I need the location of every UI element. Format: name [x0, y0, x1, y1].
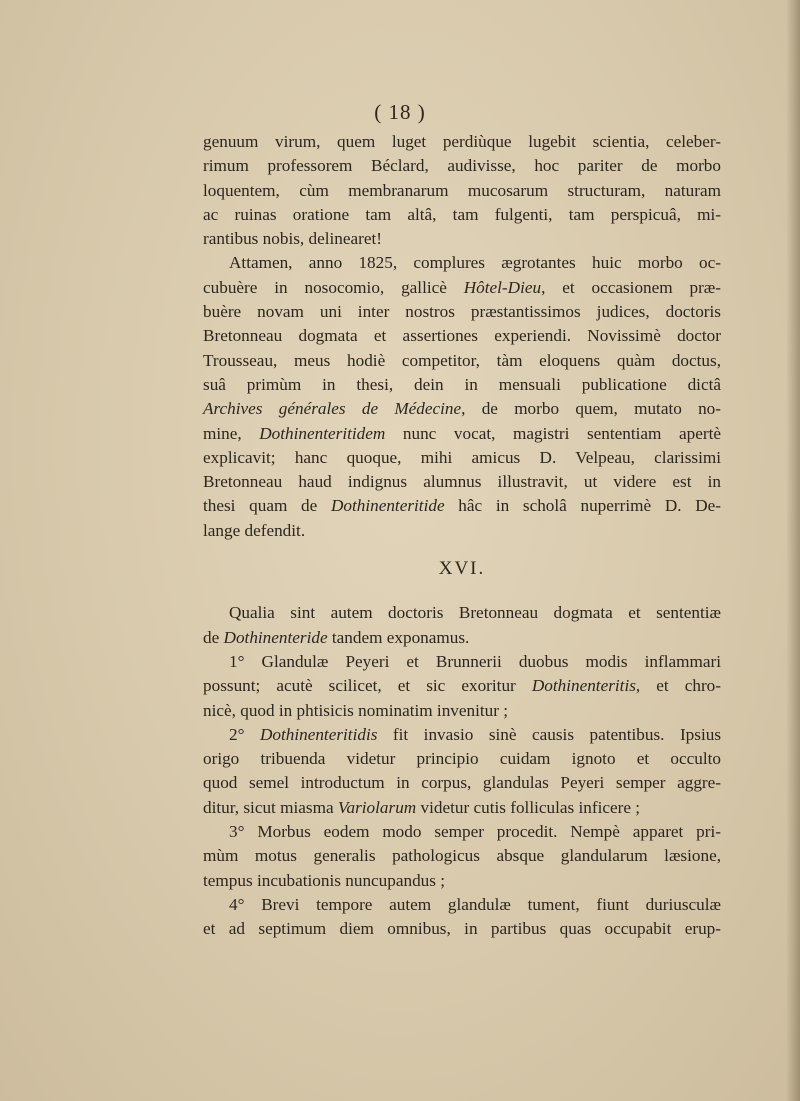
text-line — [203, 422, 721, 446]
list-item-2 — [203, 723, 721, 747]
text-line — [203, 494, 721, 518]
paragraph-beclard — [203, 130, 721, 251]
text-line: buère novam uni inter nostros præstantissimos judices, doctoris — [203, 302, 721, 322]
list-item-3 — [203, 820, 721, 844]
italic-term: Dothinenteritide — [330, 496, 445, 516]
text-line — [203, 674, 721, 698]
text-line: 4° Brevi tempore autem glandulæ tument, fiunt duriusculæ — [229, 894, 721, 914]
text-line: Bretonneau dogmata et assertiones experiendi. Novissimè doctor — [203, 326, 721, 346]
text-line: nicè, quod in phtisicis nominatim invenitur ; — [203, 700, 509, 720]
text-run: , de morbo quem, mutato no- — [461, 399, 721, 419]
page-number: ( 18 ) — [374, 100, 426, 124]
text-run: cubuère in nosocomio, gallicè — [203, 277, 464, 297]
italic-term: Archives générales de Médecine — [203, 399, 462, 419]
text-line — [203, 397, 721, 421]
italic-term: Dothinenteritidis — [259, 724, 378, 744]
italic-term: Dothinenteride — [223, 627, 328, 647]
paragraph-qualia — [203, 601, 721, 625]
text-line — [203, 276, 721, 300]
text-line — [203, 796, 721, 820]
section-heading: XVI. — [438, 558, 486, 580]
italic-term: Hôtel-Dieu — [463, 277, 542, 297]
text-line: rimum professorem Béclard, audivisse, hoc pariter de morbo — [203, 156, 721, 176]
text-line: mùm motus generalis pathologicus absque glandularum læsione, — [203, 846, 721, 866]
text-line: quod semel introductum in corpus, glandulas Peyeri semper aggre- — [203, 773, 721, 793]
text-line: origo tribuenda videtur principio cuidam ignoto et occulto — [203, 749, 721, 769]
text-run: ditur, sicut miasma — [203, 797, 338, 817]
text-run: tandem exponamus. — [327, 627, 470, 647]
text-line: Bretonneau haud indignus alumnus illustravit, ut videre est in — [203, 472, 721, 492]
text-line: loquentem, cùm membranarum mucosarum structuram, naturam — [203, 180, 721, 200]
text-line — [203, 626, 721, 650]
text-line: et ad septimum diem omnibus, in partibus quas occupabit erup- — [203, 919, 721, 939]
list-item-1 — [203, 650, 721, 674]
text-line: Trousseau, meus hodiè competitor, tàm eloquens quàm doctus, — [203, 350, 721, 370]
paragraph-attamen — [203, 251, 721, 275]
text-line: lange defendit. — [203, 520, 306, 540]
paragraph-attamen-cont — [203, 276, 721, 543]
italic-term: Dothinenteritis — [531, 676, 636, 696]
text-block — [203, 130, 721, 942]
text-line: Attamen, anno 1825, complures ægrotantes huic morbo oc- — [229, 253, 721, 273]
italic-term: Dothinenteritidem — [259, 423, 386, 443]
text-run: 2° — [229, 724, 260, 744]
list-item-4-cont — [203, 917, 721, 941]
text-line: Qualia sint autem doctoris Bretonneau dogmata et sententiæ — [229, 603, 721, 623]
list-item-1-cont — [203, 674, 721, 723]
text-line — [229, 723, 721, 747]
list-item-2-cont — [203, 747, 721, 820]
text-line: ac ruinas oratione tam altâ, tam fulgenti, tam perspicuâ, mi- — [203, 204, 721, 224]
text-line: rantibus nobis, delinearet! — [203, 229, 382, 249]
text-run: , et occasionem præ- — [541, 277, 721, 297]
text-line: 3° Morbus eodem modo semper procedit. Nempè apparet pri- — [229, 822, 721, 842]
text-line: tempus incubationis nuncupandus ; — [203, 870, 446, 890]
text-run: thesi quam de — [203, 496, 331, 516]
text-line: suâ primùm in thesi, dein in mensuali publicatione dictâ — [203, 374, 721, 394]
text-run: nunc vocat, magistri sententiam apertè — [385, 423, 721, 443]
text-run: de — [203, 627, 224, 647]
text-run: , et chro- — [635, 676, 721, 696]
paragraph-qualia-cont — [203, 626, 721, 650]
text-line: 1° Glandulæ Peyeri et Brunnerii duobus modis inflammari — [229, 651, 721, 671]
text-run: videtur cutis folliculas inficere ; — [416, 797, 641, 817]
page-edge-shadow — [786, 0, 800, 1101]
text-line: explicavit; hanc quoque, mihi amicus D. Velpeau, clarissimi — [203, 447, 721, 467]
text-line: genuum virum, quem luget perdiùque lugebit scientia, celeber- — [203, 132, 721, 151]
text-run: mine, — [203, 423, 260, 443]
list-item-4 — [203, 893, 721, 917]
text-run: fit invasio sinè causis patentibus. Ipsius — [377, 724, 722, 744]
italic-term: Variolarum — [337, 797, 417, 817]
list-item-3-cont — [203, 844, 721, 893]
text-run: possunt; acutè scilicet, et sic exoritur — [203, 676, 532, 696]
text-run: hâc in scholâ nuperrimè D. De- — [444, 496, 721, 516]
